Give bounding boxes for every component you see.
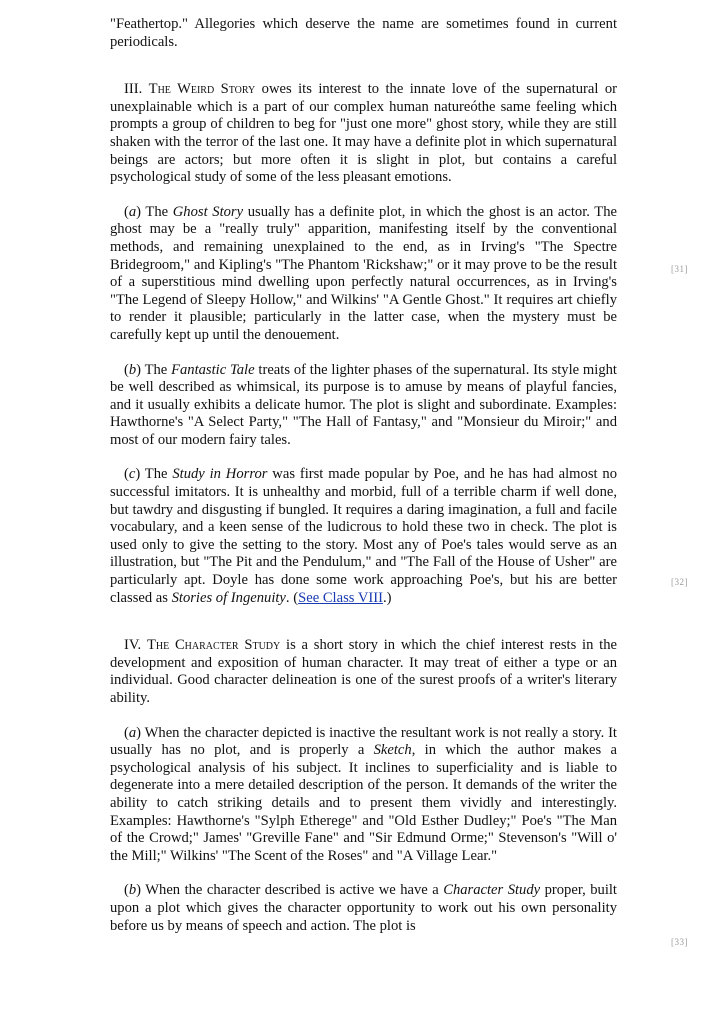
subsection-letter: a [128, 203, 137, 220]
paragraph-character-study-proper [110, 882, 617, 935]
paragraph-sketch [110, 725, 617, 866]
paragraph-text: is a short story in which the chief interest rests in the development and exposition of human character. It may treat of either a type or an individual. Good character delineation is one of the surest proofs of a writer's literary ability. [110, 637, 617, 706]
page-body [110, 16, 617, 935]
term-italic: Ghost Story [172, 203, 244, 220]
paragraph-text: "Feathertop." Allegories which deserve the name are sometimes found in current periodicals. [110, 16, 617, 50]
page-number-marker: [33] [671, 937, 688, 947]
paragraph-text: proper, built upon a plot which gives the character opportunity to work out his own personality before us by means of speech and action. The plot is [110, 882, 617, 934]
paren: ( [124, 882, 129, 899]
paragraph-allegory-end [110, 16, 617, 51]
term-italic: Stories of Ingenuity [171, 589, 286, 606]
section-heading: The Character Study [146, 637, 281, 654]
term-italic: Fantastic Tale [171, 361, 255, 378]
term-italic: Study in Horror [172, 466, 268, 483]
page-number-marker: [31] [671, 264, 688, 274]
paragraph-text: usually has a definite plot, in which the ghost is an actor. The ghost may be a "really truly" apparition, manifesting itself by the conventional methods, and remaining unexplained to the end, as in Irving's "The Spectre Bridegroom," and Kipling's "The Phantom 'Rickshaw;" or it may prove to be the result of a superstitious mind dwelling upon perfectly natural occurrences, as in Irving's "The Legend of Sleepy Hollow," and Wilkins' "A Gentle Ghost." It requires art chiefly to render it plausible; particularly in the latter case, when the mystery must be carefully kept up until the denouement. [110, 203, 617, 343]
punct: . ( [285, 589, 299, 606]
paren: ( [124, 466, 129, 483]
page-number-marker: [32] [671, 577, 688, 587]
subsection-letter: c [128, 466, 136, 483]
section-number: III. [124, 81, 149, 98]
paragraph-fantastic-tale [110, 362, 617, 450]
subsection-letter: b [128, 882, 137, 899]
paragraph-text: , in which the author makes a psychological analysis of his subject. It inclines to superficiality and is liable to degenerate into a mere detailed description of the person. It demands of the writer the ability to catch striking details and to present them vividly and interestingly. Examples: Hawthorne's "Sylph Etherege" and "Old Esther Dudley;" Poe's "The Man of the Crowd;" James' "Greville Fane" and "Sir Edmund Orme;" Stevenson's "Will o' the Mill;" Wilkins' "The Scent of the Roses" and "A Village Lear." [110, 742, 617, 864]
paragraph-text: ) When the character described is active we have a [136, 882, 444, 899]
paren: ) The [136, 361, 172, 378]
section-heading: The Weird Story [148, 81, 256, 98]
term-italic: Sketch [373, 742, 412, 759]
term-italic: Character Study [443, 882, 541, 899]
paragraph-ghost-story [110, 204, 617, 345]
paragraph-text: ) When the character depicted is inactive the resultant work is not really a story. It usually has no plot, and is properly a [110, 724, 617, 759]
paragraph-text: treats of the lighter phases of the supernatural. Its style might be well described as whimsical, its purpose is to amuse by means of playful fancies, and it usually exhibits a delicate humor. The plot is slight and subordinate. Examples: Hawthorne's "A Select Party," "The Hall of Fantasy," and "Monsieur du Miroir;" and most of our modern fairy tales. [110, 361, 617, 448]
paragraph-character-study [110, 637, 617, 707]
paren: ) The [135, 466, 173, 483]
subsection-letter: b [128, 361, 137, 378]
punct: .) [382, 589, 392, 606]
paren: ( [124, 361, 129, 378]
paragraph-study-in-horror [110, 466, 617, 607]
paren: ( [124, 203, 129, 220]
paragraph-text: owes its interest to the innate love of the supernatural or unexplainable which is a part of our complex human natureóthe same feeling which prompts a group of children to beg for "just one more" ghost story, while they are still shaken with the terror of the last one. It may have a definite plot in which supernatural beings are actors; but more often it is slight in plot, but contains a careful psychological study of some of the less pleasant emotions. [110, 81, 617, 186]
paragraph-text: was first made popular by Poe, and he has had almost no successful imitators. It is unhealthy and morbid, full of a terrible charm if well done, but tawdry and disgusting if bungled. It requires a daring imagination, a full and facile vocabulary, and a keen sense of the ludicrous to hold these two in check. The plot is used only to give the setting to the story. Most any of Poe's tales would serve as an illustration, but "The Pit and the Pendulum," and "The Fall of the House of Usher" are particularly apt. Doyle has done some work approaching Poe's, but his are better classed as [110, 466, 617, 606]
paren: ) The [136, 203, 173, 220]
see-class-viii-link[interactable]: See Class VIII [298, 589, 383, 606]
paren: ( [124, 724, 129, 741]
section-number: IV. [124, 637, 147, 654]
subsection-letter: a [128, 724, 137, 741]
paragraph-weird-story [110, 81, 617, 187]
